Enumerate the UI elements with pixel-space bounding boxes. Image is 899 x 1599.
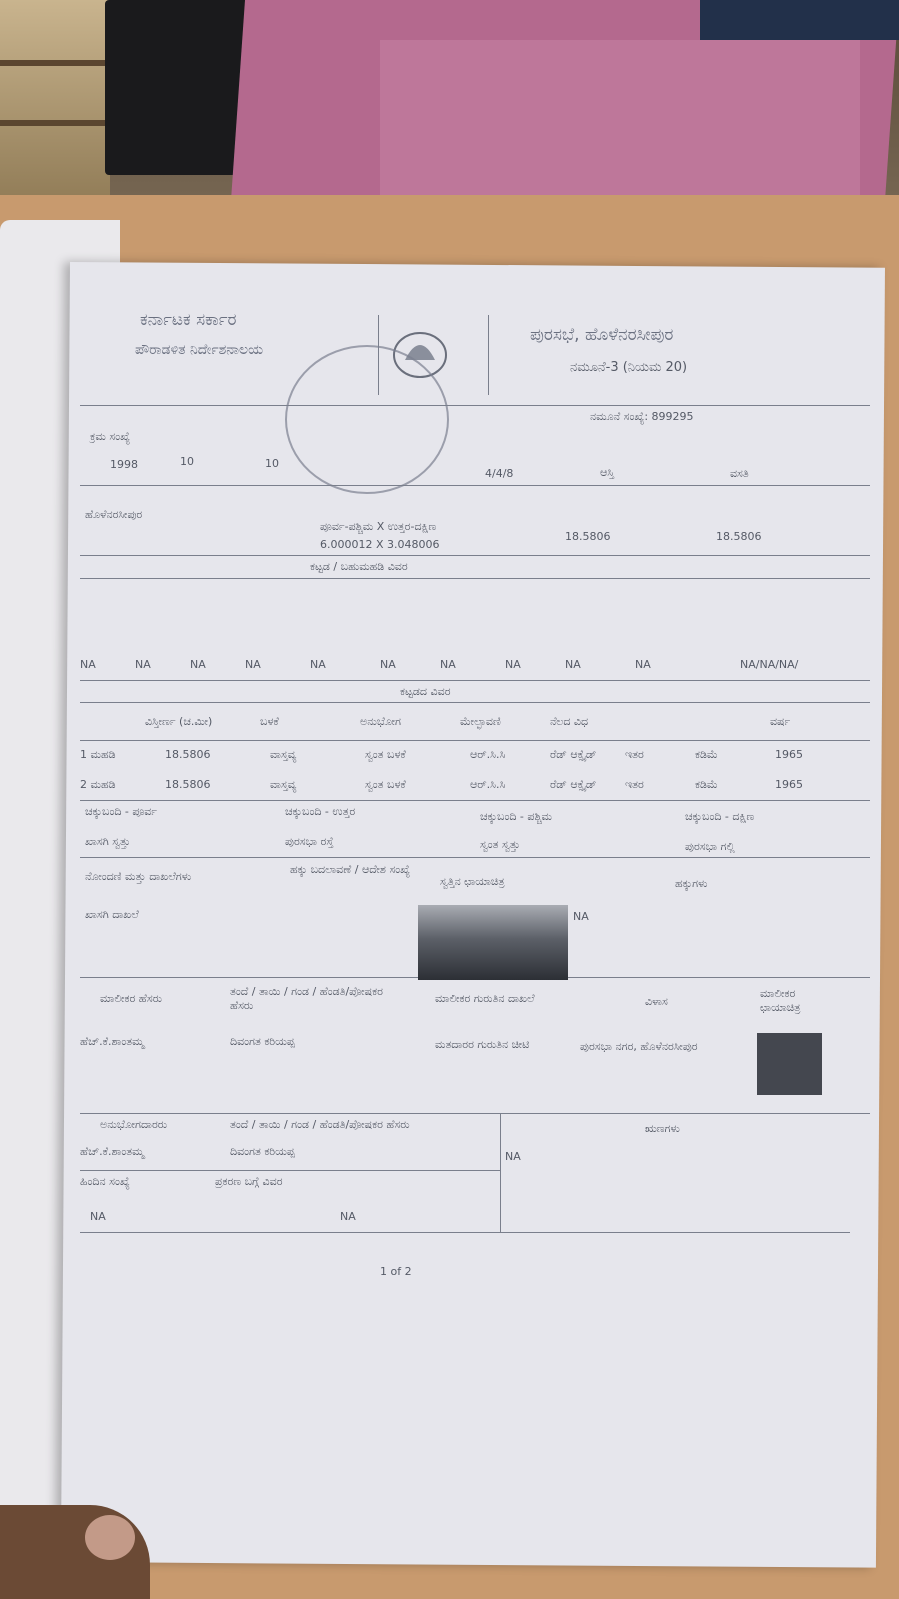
property-photo xyxy=(418,905,568,980)
occupant-relative: ದಿವಂಗತ ಕರಿಯಪ್ಪ xyxy=(230,1145,295,1158)
encumbrance-na: NA xyxy=(505,1150,521,1163)
form-title: ನಮೂನೆ-3 (ನಿಯಮ 20) xyxy=(570,360,688,375)
rule xyxy=(80,578,870,579)
row-area: 18.5806 xyxy=(165,748,211,761)
dims-label: ಪೂರ್ವ-ಪಶ್ಚಿಮ X ಉತ್ತರ-ದಕ್ಷಿಣ xyxy=(320,520,437,533)
nature-value: ಆಸ್ತಿ xyxy=(600,466,615,479)
rule xyxy=(80,800,870,801)
owner-photo xyxy=(757,1033,822,1095)
rule xyxy=(80,1232,850,1233)
east-label: ಚಕ್ಕುಬಂದಿ - ಪೂರ್ವ xyxy=(85,805,158,818)
row-year: 1965 xyxy=(775,748,803,761)
row-type: ಕಡಿಮೆ xyxy=(695,748,718,761)
section2-title: ಕಟ್ಟಡದ ವಿವರ xyxy=(400,685,451,698)
na-cell: NA xyxy=(310,658,326,671)
row-year: 1965 xyxy=(775,778,803,791)
use-value: ವಸತಿ xyxy=(730,467,749,480)
pink-sheet xyxy=(380,40,860,215)
case-details-na: NA xyxy=(340,1210,356,1223)
occupant-label: ಅನುಭೋಗದಾರರು xyxy=(100,1118,168,1131)
row-wood: ಇತರ xyxy=(625,748,644,761)
row-area: 18.5806 xyxy=(165,778,211,791)
rule xyxy=(80,1170,500,1171)
rule xyxy=(80,680,870,681)
na-cell: NA xyxy=(505,658,521,671)
block-value: 10 xyxy=(265,457,279,470)
mutation-label: ಹಕ್ಕು ಬದಲಾವಣೆ / ಆದೇಶ ಸಂಖ್ಯೆ xyxy=(290,863,411,876)
occupancy-header: ಅನುಭೋಗ xyxy=(360,715,401,728)
ward-value: 10 xyxy=(180,455,194,468)
owner-relative: ದಿವಂಗತ ಕರಿಯಪ್ಪ xyxy=(230,1035,295,1048)
owner-relative-label: ತಂದೆ / ತಾಯಿ / ಗಂಡ / ಹೆಂಡತಿ/ಪೋಷಕರ ಹೆಸರು xyxy=(230,985,383,1012)
row-use: ವಾಸ್ತವ್ಯ xyxy=(270,748,297,761)
owner-name: ಹೆಚ್.ಕೆ.ಶಾಂತಮ್ಮ xyxy=(80,1035,145,1048)
section1-title: ಕಟ್ಟಡ / ಬಹುಮಹಡಿ ವಿವರ xyxy=(310,560,408,573)
row-use: ವಾಸ್ತವ್ಯ xyxy=(270,778,297,791)
rule xyxy=(80,702,870,703)
rights-label: ಹಕ್ಕುಗಳು xyxy=(675,877,708,890)
owner-photo-label: ಮಾಲೀಕರ ಛಾಯಾಚಿತ್ರ xyxy=(760,987,801,1014)
gov-title: ಕರ್ನಾಟಕ ಸರ್ಕಾರ xyxy=(140,310,237,330)
owner-address-label: ವಿಳಾಸ xyxy=(645,995,668,1008)
row-occupancy: ಸ್ವಂತ ಬಳಕೆ xyxy=(365,748,406,761)
south-label: ಚಕ್ಕುಬಂದಿ - ದಕ್ಷಿಣ xyxy=(685,810,755,823)
owner-id-label: ಮಾಲೀಕರ ಗುರುತಿನ ದಾಖಲೆ xyxy=(435,992,535,1005)
na-cell: NA xyxy=(190,658,206,671)
year-value: 1998 xyxy=(110,458,138,471)
na-cell: NA xyxy=(565,658,581,671)
header-divider xyxy=(488,315,489,395)
previous-number-na: NA xyxy=(90,1210,106,1223)
na-cell: NA xyxy=(380,658,396,671)
rule xyxy=(80,405,870,406)
built-area: 18.5806 xyxy=(716,530,762,543)
row-floor: ರೆಡ್ ಆಕ್ಸೈಡ್ xyxy=(550,778,597,791)
photo-na: NA xyxy=(573,910,589,923)
row-occupancy: ಸ್ವಂತ ಬಳಕೆ xyxy=(365,778,406,791)
south-value: ಪುರಸಭಾ ಗಲ್ಲಿ xyxy=(685,840,735,853)
occupant-relative-label: ತಂದೆ / ತಾಯಿ / ಗಂಡ / ಹೆಂಡತಿ/ಪೋಷಕರ ಹೆಸರು xyxy=(230,1118,410,1131)
bookshelf xyxy=(0,0,110,210)
registration-value: ಖಾಸಗಿ ದಾಖಲೆ xyxy=(85,908,139,921)
row-floor: ರೆಡ್ ಆಕ್ಸೈಡ್ xyxy=(550,748,597,761)
west-value: ಸ್ವಂತ ಸ್ವತ್ತು xyxy=(480,838,521,851)
form-number: ನಮೂನೆ ಸಂಖ್ಯೆ: 899295 xyxy=(590,410,694,423)
office-title: ಪುರಸಭೆ, ಹೊಳೆನರಸೀಪುರ xyxy=(530,325,674,345)
address-value: ಹೊಳೆನರಸೀಪುರ xyxy=(85,508,143,521)
registration-label: ನೋಂದಣಿ ಮತ್ತು ದಾಖಲೆಗಳು xyxy=(85,870,192,883)
na-cell: NA/NA/NA/ xyxy=(740,658,799,671)
site-area: 18.5806 xyxy=(565,530,611,543)
occupant-name: ಹೆಚ್.ಕೆ.ಶಾಂತಮ್ಮ xyxy=(80,1145,145,1158)
row-roof: ಆರ್.ಸಿ.ಸಿ xyxy=(470,778,506,791)
blue-object xyxy=(700,0,899,40)
official-stamp xyxy=(285,345,449,494)
dept-title: ಪೌರಾಡಳಿತ ನಿರ್ದೇಶನಾಲಯ xyxy=(135,342,264,358)
row-type: ಕಡಿಮೆ xyxy=(695,778,718,791)
na-cell: NA xyxy=(135,658,151,671)
shelf-divider xyxy=(0,120,110,126)
page-number: 1 of 2 xyxy=(380,1265,412,1278)
floor-header: ನೆಲದ ವಿಧ xyxy=(550,715,589,728)
area-header: ವಿಸ್ತೀರ್ಣ (ಚ.ಮೀ) xyxy=(145,715,213,728)
na-cell: NA xyxy=(80,658,96,671)
rule xyxy=(80,555,870,556)
owner-name-label: ಮಾಲೀಕರ ಹೆಸರು xyxy=(100,992,163,1005)
row-roof: ಆರ್.ಸಿ.ಸಿ xyxy=(470,748,506,761)
column-divider xyxy=(500,1113,501,1232)
encumbrance-label: ಋಣಗಳು xyxy=(645,1122,680,1135)
owner-address: ಪುರಸಭಾ ನಗರ, ಹೊಳೆನರಸೀಪುರ xyxy=(580,1040,698,1053)
thumbnail xyxy=(85,1515,135,1560)
west-label: ಚಕ್ಕುಬಂದಿ - ಪಶ್ಚಿಮ xyxy=(480,810,553,823)
rule xyxy=(80,1113,870,1114)
asset-number: 4/4/8 xyxy=(485,467,514,480)
shelf-divider xyxy=(0,60,110,66)
use-header: ಬಳಕೆ xyxy=(260,715,279,728)
survey-label: ಕ್ರಮ ಸಂಖ್ಯೆ xyxy=(90,430,131,443)
east-value: ಖಾಸಗಿ ಸ್ವತ್ತು xyxy=(85,835,131,848)
north-label: ಚಕ್ಕುಬಂದಿ - ಉತ್ತರ xyxy=(285,805,356,818)
rule xyxy=(80,857,870,858)
row-wood: ಇತರ xyxy=(625,778,644,791)
dims-value: 6.000012 X 3.048006 xyxy=(320,538,440,551)
owner-id-doc: ಮತದಾರರ ಗುರುತಿನ ಚೀಟಿ xyxy=(435,1038,530,1051)
property-photo-label: ಸ್ವತ್ತಿನ ಛಾಯಾಚಿತ್ರ xyxy=(440,875,505,888)
na-cell: NA xyxy=(440,658,456,671)
rule xyxy=(80,740,870,741)
na-cell: NA xyxy=(635,658,651,671)
case-details-label: ಪ್ರಕರಣ ಬಗ್ಗೆ ವಿವರ xyxy=(215,1175,283,1188)
row-no: 1 ಮಹಡಿ xyxy=(80,748,116,761)
roof-header: ಮೇಲ್ಛಾವಣಿ xyxy=(460,715,501,728)
na-cell: NA xyxy=(245,658,261,671)
north-value: ಪುರಸಭಾ ರಸ್ತೆ xyxy=(285,835,334,848)
row-no: 2 ಮಹಡಿ xyxy=(80,778,116,791)
previous-number-label: ಹಿಂದಿನ ಸಂಖ್ಯೆ xyxy=(80,1175,130,1188)
year-header: ವರ್ಷ xyxy=(770,715,791,728)
rule xyxy=(80,485,870,486)
